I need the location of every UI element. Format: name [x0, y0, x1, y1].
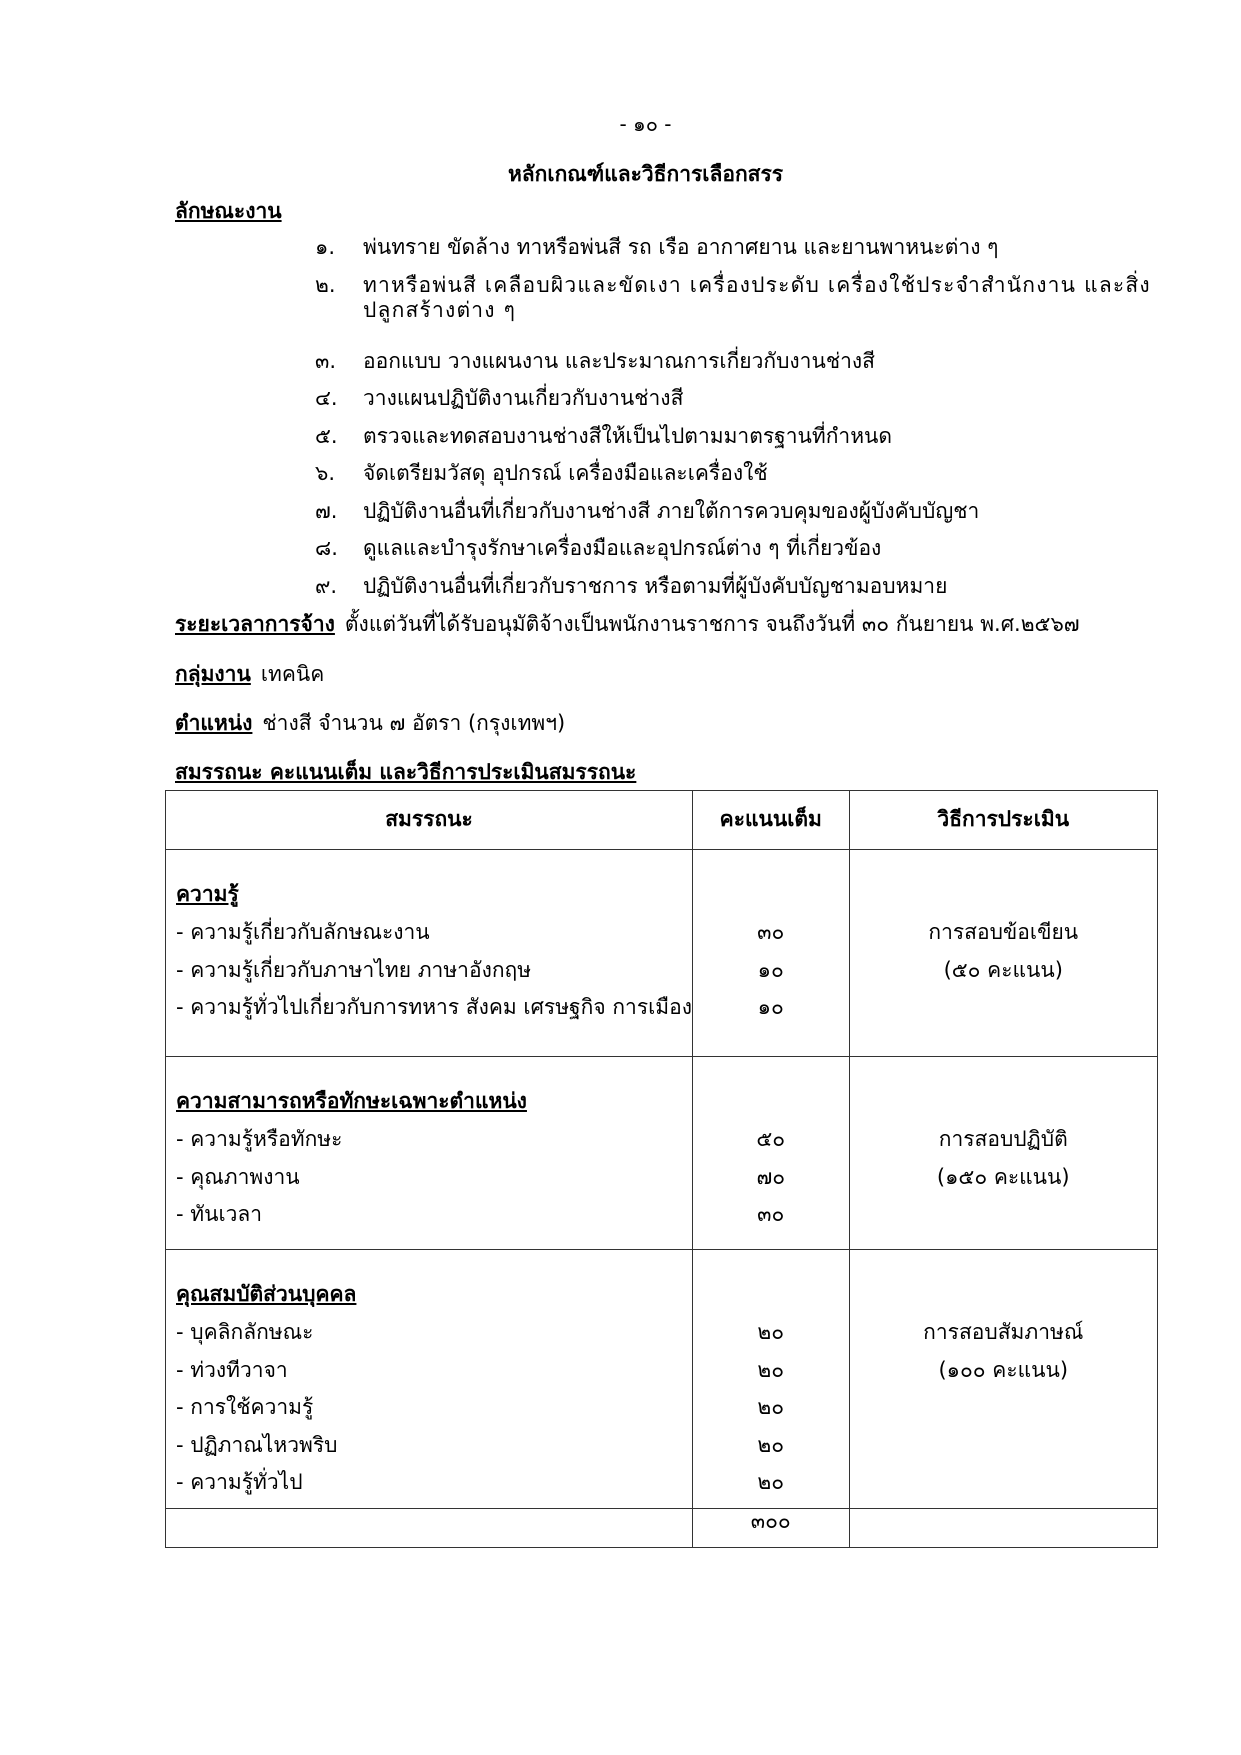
page-number: - ๑๐ - [619, 112, 672, 136]
duties-list [315, 235, 1165, 611]
score-value: ๕๐ [756, 1127, 786, 1151]
total-score: ๓๐๐ [693, 1508, 849, 1547]
competency-table-heading: สมรรถนะ คะแนนเต็ม และวิธีการประเมินสมรรถนะ [175, 760, 637, 784]
work-group [175, 662, 324, 687]
method-points: (๑๕๐ คะแนน) [936, 1164, 1070, 1189]
employment-period-value: ตั้งแต่วันที่ได้รับอนุมัติจ้างเป็นพนักงานราชการ จนถึงวันที่ ๓๐ กันยายน พ.ศ.๒๕๖๗ [344, 612, 1080, 636]
competency-item: - ความรู้เกี่ยวกับภาษาไทย ภาษาอังกฤษ [176, 957, 532, 982]
score-value: ๒๐ [757, 1357, 785, 1382]
header-method: วิธีการประเมิน [849, 791, 1158, 850]
method-name: การสอบปฏิบัติ [938, 1127, 1068, 1151]
competency-item: - ความรู้ทั่วไปเกี่ยวกับการทหาร สังคม เศรษฐกิจ การเมือง [176, 995, 693, 1019]
document-title: หลักเกณฑ์และวิธีการเลือกสรร [507, 162, 784, 186]
duty-item: ๔. วางแผนปฏิบัติงานเกี่ยวกับงานช่างสี [315, 386, 684, 410]
competency-cell [166, 1250, 693, 1509]
header-full-score: คะแนนเต็ม [693, 791, 849, 850]
competency-cell [166, 1057, 693, 1250]
section-title: ความสามารถหรือทักษะเฉพาะตำแหน่ง [176, 1089, 527, 1113]
competency-item: - บุคลิกลักษณะ [176, 1320, 314, 1344]
table-row-knowledge [166, 850, 1158, 1057]
position [175, 711, 565, 736]
score-value: ๒๐ [757, 1470, 785, 1494]
employment-period [175, 612, 1080, 637]
duty-item: ๘. ดูแลและบำรุงรักษาเครื่องมือและอุปกรณ์ต่าง ๆ ที่เกี่ยวข้อง [315, 536, 882, 560]
table-total-row [166, 1508, 1158, 1547]
method-points: (๕๐ คะแนน) [943, 957, 1063, 982]
duty-item: ๙. ปฏิบัติงานอื่นที่เกี่ยวกับราชการ หรือตามที่ผู้บังคับบัญชามอบหมาย [315, 573, 948, 598]
competency-cell [166, 850, 693, 1057]
competency-item: - คุณภาพงาน [176, 1164, 300, 1189]
duty-item: ๓. ออกแบบ วางแผนงาน และประมาณการเกี่ยวกับงานช่างสี [315, 348, 875, 373]
competency-item: - ความรู้หรือทักษะ [176, 1127, 343, 1151]
job-description-heading: ลักษณะงาน [175, 199, 282, 223]
duty-item: ๖. จัดเตรียมวัสดุ อุปกรณ์ เครื่องมือและเครื่องใช้ [315, 461, 768, 485]
competency-item: - ท่วงทีวาจา [176, 1357, 288, 1382]
duty-item: ๕. ตรวจและทดสอบงานช่างสีให้เป็นไปตามมาตรฐานที่กำหนด [315, 423, 893, 448]
score-value: ๓๐ [757, 1202, 785, 1226]
competency-item: - ความรู้ทั่วไป [176, 1470, 303, 1494]
duty-item: ๒. ทาหรือพ่นสี เคลือบผิวและขัดเงา เครื่องประดับ เครื่องใช้ประจำสำนักงาน และสิ่งปลูกสร้างต่าง ๆ [315, 272, 1151, 322]
score-value: ๒๐ [757, 1432, 785, 1457]
method-cell [849, 1250, 1158, 1509]
table-header-row [166, 791, 1158, 850]
score-value: ๓๐ [757, 920, 785, 944]
score-value: ๑๐ [757, 995, 784, 1019]
table-row-personal [166, 1250, 1158, 1509]
duty-item: ๑. พ่นทราย ขัดล้าง ทาหรือพ่นสี รถ เรือ อากาศยาน และยานพาหนะต่าง ๆ [315, 235, 999, 259]
table-row-skills [166, 1057, 1158, 1250]
competency-item: - ทันเวลา [176, 1202, 263, 1226]
competency-item: - ความรู้เกี่ยวกับลักษณะงาน [176, 920, 430, 944]
header-competency: สมรรถนะ [166, 791, 693, 850]
competency-item: - ปฏิภาณไหวพริบ [176, 1432, 338, 1457]
duty-item: ๗. ปฏิบัติงานอื่นที่เกี่ยวกับงานช่างสี ภายใต้การควบคุมของผู้บังคับบัญชา [315, 498, 980, 523]
score-value: ๑๐ [757, 957, 784, 982]
method-cell [849, 1057, 1158, 1250]
section-title: คุณสมบัติส่วนบุคคล [176, 1282, 357, 1306]
competency-table [165, 790, 1158, 1548]
method-name: การสอบสัมภาษณ์ [923, 1320, 1084, 1344]
method-cell [849, 850, 1158, 1057]
section-title: ความรู้ [176, 882, 239, 906]
method-name: การสอบข้อเขียน [928, 920, 1079, 944]
total-method-cell [849, 1508, 1158, 1547]
employment-period-label: ระยะเวลาการจ้าง [175, 612, 335, 636]
total-label-cell [166, 1508, 693, 1547]
score-value: ๗๐ [756, 1164, 786, 1189]
score-cell [693, 1250, 849, 1509]
competency-item: - การใช้ความรู้ [176, 1395, 314, 1419]
score-cell [693, 850, 849, 1057]
position-value: ช่างสี จำนวน ๗ อัตรา (กรุงเทพฯ) [262, 711, 566, 735]
position-label: ตำแหน่ง [175, 711, 253, 735]
work-group-label: กลุ่มงาน [175, 662, 251, 686]
score-value: ๒๐ [757, 1320, 785, 1344]
work-group-value: เทคนิค [260, 662, 325, 686]
score-value: ๒๐ [757, 1395, 785, 1419]
method-points: (๑๐๐ คะแนน) [938, 1357, 1069, 1382]
score-cell [693, 1057, 849, 1250]
